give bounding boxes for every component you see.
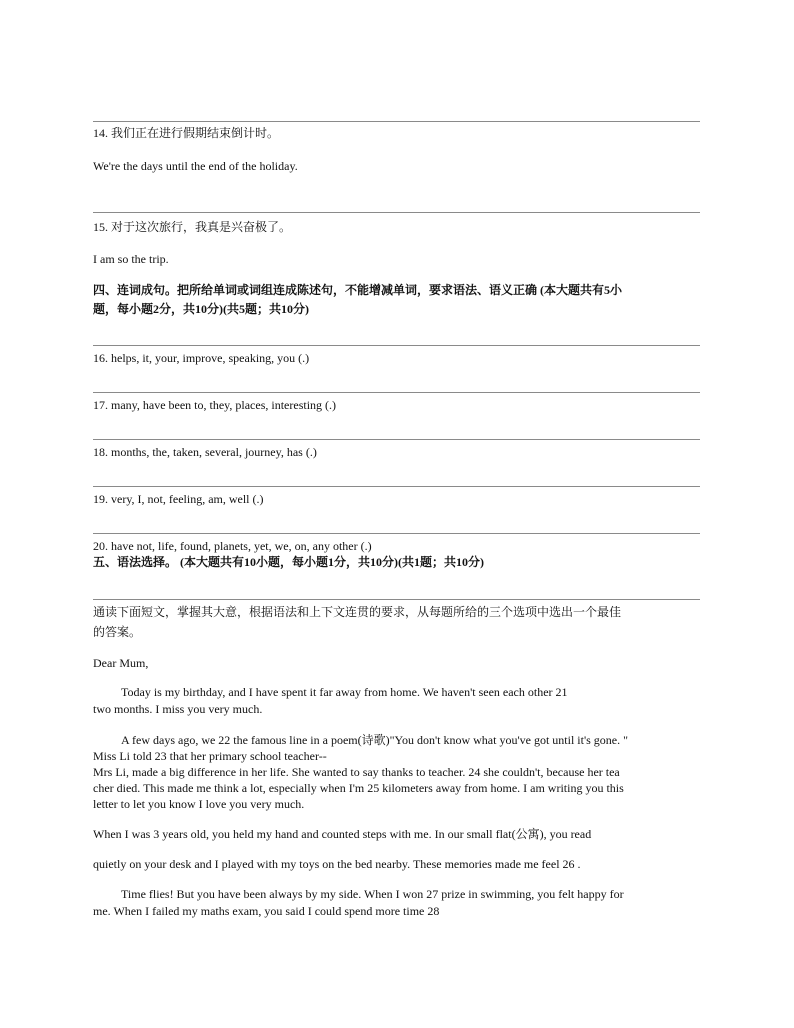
passage-line: Time flies! But you have been always by my side. When I won 27 prize in swimming, you felt happy for: [121, 887, 624, 901]
question-17: 17. many, have been to, they, places, interesting (.): [93, 398, 337, 412]
question-20: 20. have not, life, found, planets, yet, we, on, any other (.): [93, 539, 372, 553]
answer-line: [93, 212, 700, 213]
answer-line: [93, 533, 700, 534]
question-15-answer: I am so the trip.: [93, 252, 169, 266]
section-5-instruction: 通读下面短文，掌握其大意，根据语法和上下文连贯的要求，从每题所给的三个选项中选出一个最佳: [93, 605, 622, 619]
answer-line: [93, 599, 700, 600]
section-4-heading-cont: 题，每小题2分，共10分)(共5题；共10分): [93, 302, 309, 316]
section-5-heading: 五、语法选择。 (本大题共有10小题，每小题1分，共10分)(共1题；共10分): [93, 555, 484, 569]
passage-line: Miss Li told 23 that her primary school teacher--: [93, 749, 327, 763]
passage-line: me. When I failed my maths exam, you said I could spend more time 28: [93, 904, 440, 918]
question-16: 16. helps, it, your, improve, speaking, you (.): [93, 351, 310, 365]
passage-line: A few days ago, we 22 the famous line in a poem(诗歌)"You don't know what you've got until it's gone. ": [121, 733, 629, 747]
passage-line: two months. I miss you very much.: [93, 702, 263, 716]
answer-line: [93, 486, 700, 487]
section-5-instruction-cont: 的答案。: [93, 625, 142, 639]
passage-line: Mrs Li, made a big difference in her life. She wanted to say thanks to teacher. 24 she couldn't, because her tea: [93, 765, 620, 779]
answer-line: [93, 392, 700, 393]
question-18: 18. months, the, taken, several, journey, has (.): [93, 445, 317, 459]
passage-line: Today is my birthday, and I have spent it far away from home. We haven't seen each other 21: [121, 685, 568, 699]
passage-line: When I was 3 years old, you held my hand and counted steps with me. In our small flat(公寓), you read: [93, 827, 592, 841]
answer-line: [93, 121, 700, 122]
passage-line: cher died. This made me think a lot, especially when I'm 25 kilometers away from home. I am writing you this: [93, 781, 624, 795]
question-14-answer: We're the days until the end of the holiday.: [93, 159, 298, 173]
question-15-prompt: 15. 对于这次旅行，我真是兴奋极了。: [93, 220, 292, 234]
answer-line: [93, 345, 700, 346]
letter-greeting: Dear Mum,: [93, 656, 149, 670]
passage-line: quietly on your desk and I played with my toys on the bed nearby. These memories made me feel 26 .: [93, 857, 581, 871]
section-4-heading: 四、连词成句。把所给单词或词组连成陈述句，不能增减单词，要求语法、语义正确 (本大题共有5小: [93, 283, 622, 297]
question-14-prompt: 14. 我们正在进行假期结束倒计时。: [93, 126, 280, 140]
answer-line: [93, 439, 700, 440]
passage-line: letter to let you know I love you very much.: [93, 797, 305, 811]
question-19: 19. very, I, not, feeling, am, well (.): [93, 492, 264, 506]
